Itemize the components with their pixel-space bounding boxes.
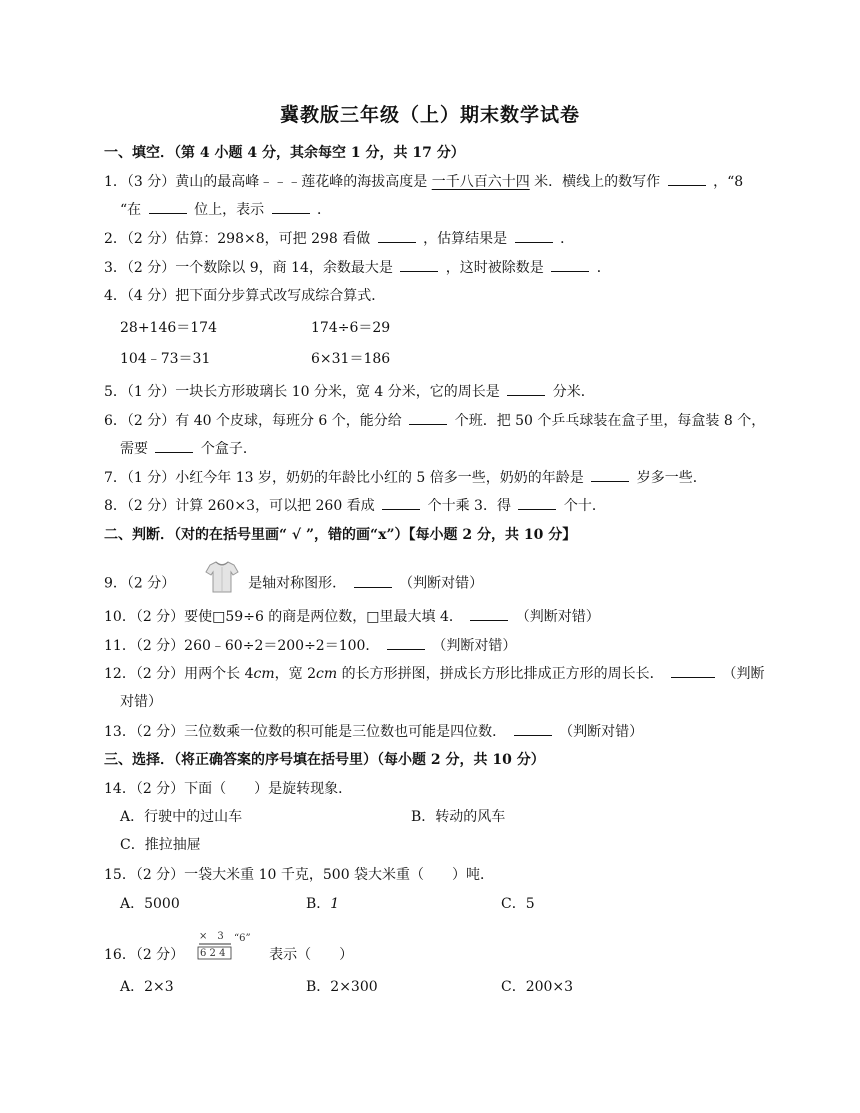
- multiplication-figure-product: 6 2 4: [199, 948, 226, 959]
- question-6-line-1: [104, 410, 765, 431]
- question-7: [104, 467, 707, 488]
- question-8: [104, 495, 606, 516]
- q10-text-b: （判断对错）: [515, 609, 600, 625]
- q15-option-a[interactable]: A．5000: [120, 896, 180, 912]
- q4-expression-4: 6×31＝186: [311, 351, 391, 367]
- multiplication-figure-mark: “6”: [233, 933, 251, 944]
- q5-text-a: 5．（1 分）一块长方形玻璃长 10 分米，宽 4 分米，它的周长是: [104, 384, 500, 400]
- q10-text-a: 10．（2 分）要使□59÷6 的商是两位数，□里最大填 4．: [104, 609, 463, 625]
- answer-blank[interactable]: [155, 438, 193, 453]
- multiplication-figure: [197, 928, 257, 982]
- q6-text-d: 个盒子．: [200, 441, 257, 457]
- answer-blank[interactable]: [400, 257, 438, 272]
- question-4: 4．（4 分）把下面分步算式改写成综合算式．: [104, 288, 386, 304]
- q1-text-c: ，“8: [713, 174, 744, 190]
- q3-text-c: ．: [596, 260, 611, 276]
- shirt-icon: [204, 560, 240, 607]
- page-title: 冀教版三年级（上）期末数学试卷: [279, 104, 580, 126]
- answer-blank[interactable]: [591, 467, 629, 482]
- section-heading-multiple-choice: 三、选择．（将正确答案的序号填在括号里）（每小题 2 分，共 10 分）: [104, 752, 545, 768]
- question-9: [104, 560, 483, 607]
- q12-unit-cm: cm: [253, 666, 275, 682]
- answer-blank[interactable]: [378, 228, 416, 243]
- answer-blank[interactable]: [387, 635, 425, 650]
- question-12-line-2: 对错）: [120, 694, 162, 710]
- answer-blank[interactable]: [354, 573, 392, 588]
- answer-blank[interactable]: [518, 495, 556, 510]
- q16-text-b: 表示（ ）: [269, 947, 354, 963]
- q8-text-b: 个十乘 3．得: [427, 498, 511, 514]
- q15-option-b[interactable]: [306, 894, 339, 914]
- q11-text-b: （判断对错）: [432, 638, 517, 654]
- q12-unit-cm: cm: [316, 666, 338, 682]
- q6-text-b: 个班．把 50 个乒乓球装在盒子里，每盒装 8 个，: [454, 413, 766, 429]
- q12-text-a: 12．（2 分）用两个长 4: [104, 666, 254, 682]
- q1-text-a: 1．（3 分）黄山的最高峰﹣﹣﹣莲花峰的海拔高度是: [104, 174, 428, 190]
- answer-blank[interactable]: [668, 171, 706, 186]
- question-13: [104, 721, 643, 742]
- q6-text-a: 6．（2 分）有 40 个皮球，每班分 6 个，能分给: [104, 413, 402, 429]
- q2-text-a: 2．（2 分）估算：298×8，可把 298 看做: [104, 231, 371, 247]
- q6-text-c: 需要: [120, 441, 148, 457]
- answer-blank[interactable]: [409, 410, 447, 425]
- question-15: 15．（2 分）一袋大米重 10 千克，500 袋大米重（ ）吨．: [104, 867, 495, 883]
- q1-text-e: 位上，表示: [194, 202, 265, 218]
- q1-underlined-number: 一千八百六十四: [431, 174, 530, 190]
- answer-blank[interactable]: [272, 199, 310, 214]
- multiplication-figure-top: × 3: [198, 931, 224, 942]
- q4-expression-3: 104﹣73＝31: [120, 351, 211, 367]
- q9-text-c: （判断对错）: [399, 575, 484, 592]
- q13-text-b: （判断对错）: [559, 724, 644, 740]
- q7-text-a: 7．（1 分）小红今年 13 岁，奶奶的年龄比小红的 5 倍多一些，奶奶的年龄是: [104, 470, 584, 486]
- question-10: [104, 606, 600, 627]
- q14-option-b[interactable]: B．转动的风车: [411, 809, 506, 825]
- q16-option-c[interactable]: C．200×3: [501, 979, 574, 995]
- q7-text-b: 岁多一些．: [636, 470, 707, 486]
- q8-text-c: 个十．: [563, 498, 606, 514]
- q1-text-b: 米．横线上的数写作: [534, 174, 661, 190]
- q12-text-m: ，宽 2: [274, 666, 317, 682]
- answer-blank[interactable]: [515, 228, 553, 243]
- question-16: [104, 928, 353, 982]
- question-12-line-1: [104, 663, 765, 684]
- question-6-line-2: [120, 438, 257, 459]
- section-heading-fill-in: 一、填空．（第 4 小题 4 分，其余每空 1 分，共 17 分）: [104, 145, 465, 161]
- q8-text-a: 8．（2 分）计算 260×3，可以把 260 看成: [104, 498, 375, 514]
- q16-option-b[interactable]: B．2×300: [306, 979, 378, 995]
- answer-blank[interactable]: [470, 606, 508, 621]
- q4-expression-2: 174÷6＝29: [311, 320, 391, 336]
- question-11: [104, 635, 516, 656]
- q13-text-a: 13．（2 分）三位数乘一位数的积可能是三位数也可能是四位数．: [104, 724, 507, 740]
- answer-blank[interactable]: [514, 721, 552, 736]
- q2-text-b: ，估算结果是: [423, 231, 508, 247]
- question-5: [104, 381, 595, 402]
- question-14: 14．（2 分）下面（ ）是旋转现象．: [104, 781, 353, 797]
- q15-option-b-label: B．: [306, 896, 331, 912]
- q5-text-b: 分米．: [552, 384, 595, 400]
- q15-option-c[interactable]: C．5: [501, 896, 535, 912]
- q2-text-c: ．: [560, 231, 575, 247]
- question-1-line-2: [120, 199, 331, 220]
- answer-blank[interactable]: [507, 381, 545, 396]
- q4-expression-1: 28+146＝174: [120, 320, 217, 336]
- q15-option-b-value: 1: [330, 896, 340, 912]
- q14-option-c[interactable]: C．推拉抽屉: [120, 837, 201, 853]
- q12-text-c: （判断: [722, 666, 765, 682]
- q3-text-a: 3．（2 分）一个数除以 9，商 14，余数最大是: [104, 260, 393, 276]
- answer-blank[interactable]: [149, 199, 187, 214]
- q1-text-f: ．: [316, 202, 331, 218]
- question-2: [104, 228, 574, 249]
- q9-text-b: 是轴对称图形．: [248, 575, 347, 592]
- section-heading-true-false: 二、判断．（对的在括号里画“ √ ”，错的画“x”）【每小题 2 分，共 10 分】: [104, 527, 577, 543]
- answer-blank[interactable]: [551, 257, 589, 272]
- q9-text-a: 9．（2 分）: [104, 575, 176, 592]
- question-3: [104, 257, 611, 278]
- q11-text-a: 11．（2 分）260﹣60÷2＝200÷2＝100．: [104, 638, 380, 654]
- q12-text-b: 的长方形拼图，拼成长方形比排成正方形的周长长．: [337, 666, 664, 682]
- question-1-line-1: [104, 171, 743, 192]
- answer-blank[interactable]: [671, 663, 715, 678]
- answer-blank[interactable]: [382, 495, 420, 510]
- q3-text-b: ，这时被除数是: [445, 260, 544, 276]
- q14-option-a[interactable]: A．行驶中的过山车: [120, 809, 243, 825]
- q16-text-a: 16．（2 分）: [104, 947, 185, 963]
- q16-option-a[interactable]: A．2×3: [120, 979, 174, 995]
- q1-text-d: “在: [120, 202, 142, 218]
